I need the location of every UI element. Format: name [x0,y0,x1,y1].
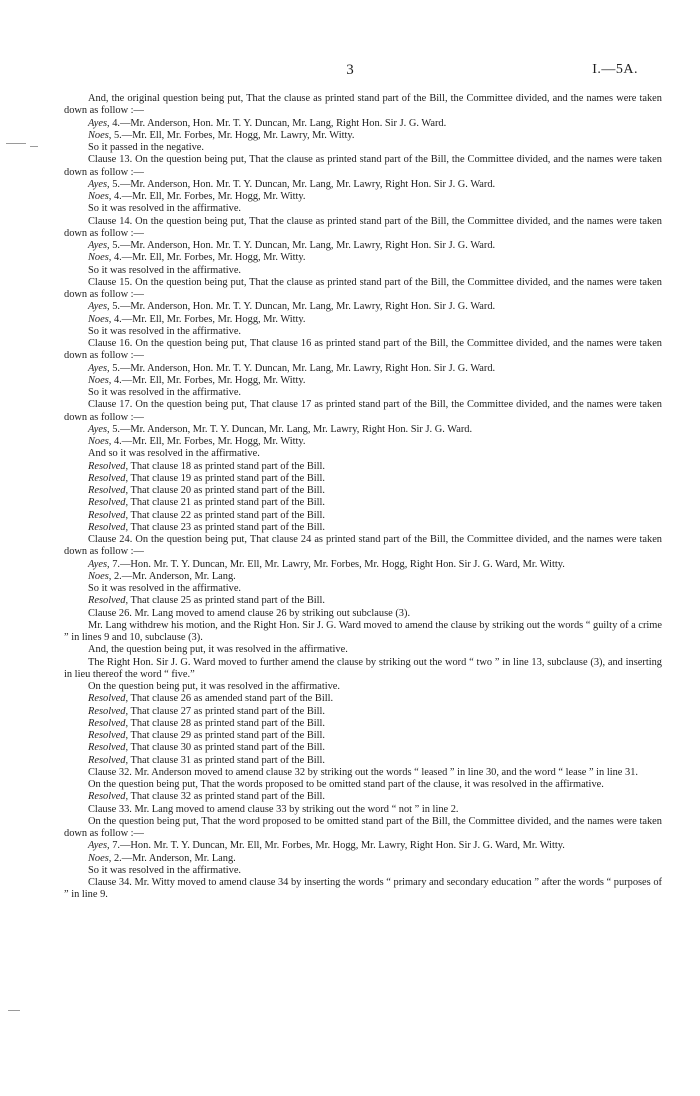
record-line [64,497,662,509]
page-number: 3 [346,62,354,78]
paragraph-text: On the question being put, That the word proposed to be omitted stand part of the Bill, the Committee divided, and the names were taken down as follow :— [64,815,662,839]
paragraph-text: That clause 29 as printed stand part of the Bill. [128,730,326,741]
entry-label: Resolved, [88,742,129,754]
paragraph [64,877,662,902]
entry-label: Noes, [88,570,112,582]
entry-label: Resolved, [88,693,129,705]
paragraph-text: Clause 14. On the question being put, That the clause as printed stand part of the Bill, the Committee divided, and the names were taken down as follow :— [64,215,662,239]
paragraph-text: And so it was resolved in the affirmative. [88,448,260,460]
margin-mark [8,1010,20,1011]
paragraph-text: That clause 20 as printed stand part of the Bill. [128,485,326,496]
paragraph-text: 7.—Hon. Mr. T. Y. Duncan, Mr. Ell, Mr. Forbes, Mr. Hogg, Mr. Lawry, Right Hon. Sir J. G. Ward, Mr. Witty. [109,840,565,852]
paragraph [64,216,662,241]
paragraph-text: Mr. Lang withdrew his motion, and the Right Hon. Sir J. G. Ward moved to amend the clause by striking out the words “ guilty of a crime ” in lines 9 and 10, subclause (3). [64,619,662,643]
entry-label: Resolved, [88,497,129,509]
record-line [64,130,662,142]
record-line [64,118,662,130]
paragraph [64,142,662,154]
entry-label: Noes, [88,252,112,264]
paragraph-text: 4.—Mr. Anderson, Hon. Mr. T. Y. Duncan, Mr. Lang, Right Hon. Sir J. G. Ward. [109,117,447,129]
document-body [64,93,662,902]
paragraph-text: So it was resolved in the affirmative. [88,264,242,276]
paragraph-text: That clause 25 as printed stand part of the Bill. [128,595,326,607]
paragraph-text: 2.—Mr. Anderson, Mr. Lang. [111,570,236,582]
paragraph [64,326,662,338]
entry-label: Ayes, [88,301,110,313]
paragraph-text: 4.—Mr. Ell, Mr. Forbes, Mr. Hogg, Mr. Witty. [111,252,306,264]
paragraph [64,644,662,656]
paragraph [64,583,662,595]
paragraph [64,816,662,841]
entry-label: Resolved, [88,705,129,717]
record-line [64,301,662,313]
paragraph-text: 4.—Mr. Ell, Mr. Forbes, Mr. Hogg, Mr. Witty. [111,436,306,447]
paragraph-text: 2.—Mr. Anderson, Mr. Lang. [111,852,236,864]
record-line [64,742,662,754]
entry-label: Resolved, [88,460,129,472]
entry-label: Ayes, [88,423,110,435]
record-line [64,693,662,705]
paragraph-text: 5.—Mr. Anderson, Hon. Mr. T. Y. Duncan, Mr. Lang, Mr. Lawry, Right Hon. Sir J. G. Ward. [109,301,496,313]
paragraph [64,448,662,460]
record-line [64,461,662,473]
paragraph-text: That clause 27 as printed stand part of the Bill. [128,705,326,717]
record-line [64,730,662,742]
paragraph [64,804,662,816]
record-line [64,853,662,865]
paragraph-text: That clause 22 as printed stand part of the Bill. [128,509,326,521]
paragraph [64,277,662,302]
entry-label: Resolved, [88,521,129,533]
paragraph-text: 5.—Mr. Anderson, Mr. T. Y. Duncan, Mr. Lang, Mr. Lawry, Right Hon. Sir J. G. Ward. [109,423,473,435]
paragraph [64,399,662,424]
record-line [64,706,662,718]
record-line [64,510,662,522]
entry-label: Resolved, [88,472,129,484]
record-line [64,240,662,252]
paragraph-text: On the question being put, it was resolved in the affirmative. [88,681,341,692]
paragraph [64,534,662,559]
paragraph [64,865,662,877]
entry-label: Resolved, [88,485,129,496]
entry-label: Resolved, [88,717,129,729]
entry-label: Resolved, [88,509,129,521]
paragraph-text: Clause 34. Mr. Witty moved to amend clause 34 by inserting the words “ primary and secondary education ” after the words “ purposes of ” in line 9. [64,877,662,901]
paragraph-text: That clause 19 as printed stand part of the Bill. [128,472,326,484]
record-line [64,436,662,448]
paragraph-text: So it was resolved in the affirmative. [88,583,242,594]
record-line [64,424,662,436]
paragraph-text: That clause 26 as amended stand part of the Bill. [128,693,334,705]
paragraph-text: So it was resolved in the affirmative. [88,387,242,398]
paragraph-text: That clause 21 as printed stand part of the Bill. [128,497,326,509]
paragraph-text: So it was resolved in the affirmative. [88,864,242,876]
paragraph-text: That clause 31 as printed stand part of the Bill. [128,754,326,766]
entry-label: Noes, [88,313,112,325]
paragraph-text: The Right Hon. Sir J. G. Ward moved to further amend the clause by striking out the word “ two ” in line 13, subclause (3), and inserting in lieu thereof the word “ five.” [64,656,662,680]
entry-label: Noes, [88,191,112,202]
entry-label: Resolved, [88,754,129,766]
paragraph [64,265,662,277]
paragraph-text: That clause 30 as printed stand part of the Bill. [128,742,326,754]
paragraph-text: And, the question being put, it was resolved in the affirmative. [88,644,348,656]
paragraph-text: And, the original question being put, That the clause as printed stand part of the Bill, the Committee divided, and the names were taken down as follow :— [64,93,662,117]
paragraph [64,767,662,779]
entry-label: Ayes, [88,178,110,190]
paragraph [64,387,662,399]
paragraph-text: Clause 32. Mr. Anderson moved to amend clause 32 by striking out the words “ leased ” in line 30, and the word “ lease ” in line 31. [88,766,639,778]
paragraph-text: Clause 16. On the question being put, That clause 16 as printed stand part of the Bill, the Committee divided, and the names were taken down as follow :— [64,338,662,362]
paragraph-text: That clause 18 as printed stand part of the Bill. [128,460,326,472]
record-line [64,375,662,387]
margin-mark [30,146,38,147]
paragraph-text: On the question being put, That the words proposed to be omitted stand part of the clause, it was resolved in the affirmative. [88,779,604,790]
entry-label: Noes, [88,436,112,447]
paragraph [64,620,662,645]
record-line [64,485,662,497]
record-line [64,791,662,803]
record-line [64,363,662,375]
paragraph-text: So it was resolved in the affirmative. [88,203,242,215]
entry-label: Noes, [88,129,112,141]
paragraph [64,93,662,118]
entry-label: Resolved, [88,595,129,607]
document-reference: I.—5A. [592,62,638,77]
paragraph-text: Clause 24. On the question being put, That clause 24 as printed stand part of the Bill, the Committee divided, and the names were taken down as follow :— [64,534,662,558]
record-line [64,595,662,607]
paragraph-text: So it was resolved in the affirmative. [88,325,242,337]
paragraph-text: So it passed in the negative. [88,142,205,153]
paragraph-text: 5.—Mr. Anderson, Hon. Mr. T. Y. Duncan, Mr. Lang, Mr. Lawry, Right Hon. Sir J. G. Ward. [109,240,496,251]
paragraph-text: 7.—Hon. Mr. T. Y. Duncan, Mr. Ell, Mr. Lawry, Mr. Forbes, Mr. Hogg, Right Hon. Sir J. G. Ward, Mr. Witty. [109,558,565,570]
paragraph [64,681,662,693]
record-line [64,559,662,571]
record-line [64,473,662,485]
paragraph-text: Clause 13. On the question being put, That the clause as printed stand part of the Bill, the Committee divided, and the names were taken down as follow :— [64,154,662,178]
paragraph-text: Clause 15. On the question being put, That the clause as printed stand part of the Bill, the Committee divided, and the names were taken down as follow :— [64,276,662,300]
paragraph-text: 4.—Mr. Ell, Mr. Forbes, Mr. Hogg, Mr. Witty. [111,374,306,386]
paragraph [64,608,662,620]
entry-label: Noes, [88,374,112,386]
paragraph-text: Clause 26. Mr. Lang moved to amend clause 26 by striking out subclause (3). [88,607,411,619]
entry-label: Ayes, [88,240,110,251]
record-line [64,314,662,326]
record-line [64,179,662,191]
record-line [64,840,662,852]
entry-label: Resolved, [88,730,129,741]
entry-label: Noes, [88,852,112,864]
paragraph [64,338,662,363]
paragraph-text: 5.—Mr. Ell, Mr. Forbes, Mr. Hogg, Mr. Lawry, Mr. Witty. [111,129,355,141]
paragraph-text: 4.—Mr. Ell, Mr. Forbes, Mr. Hogg, Mr. Witty. [111,313,306,325]
margin-mark [6,143,26,144]
paragraph-text: 5.—Mr. Anderson, Hon. Mr. T. Y. Duncan, Mr. Lang, Mr. Lawry, Right Hon. Sir J. G. Ward. [109,362,496,374]
record-line [64,755,662,767]
paragraph [64,154,662,179]
entry-label: Ayes, [88,362,110,374]
paragraph-text: 5.—Mr. Anderson, Hon. Mr. T. Y. Duncan, Mr. Lang, Mr. Lawry, Right Hon. Sir J. G. Ward. [109,178,496,190]
paragraph [64,779,662,791]
paragraph-text: Clause 17. On the question being put, That clause 17 as printed stand part of the Bill, the Committee divided, and the names were taken down as follow :— [64,399,662,423]
record-line [64,718,662,730]
paragraph-text: That clause 28 as printed stand part of the Bill. [128,717,326,729]
paragraph-text: 4.—Mr. Ell, Mr. Forbes, Mr. Hogg, Mr. Witty. [111,191,306,202]
entry-label: Ayes, [88,840,110,852]
paragraph-text: That clause 32 as printed stand part of the Bill. [128,791,326,803]
paragraph-text: That clause 23 as printed stand part of the Bill. [128,521,326,533]
record-line [64,571,662,583]
record-line [64,252,662,264]
paragraph [64,657,662,682]
record-line [64,522,662,534]
entry-label: Ayes, [88,117,110,129]
entry-label: Ayes, [88,558,110,570]
paragraph [64,203,662,215]
entry-label: Resolved, [88,791,129,803]
record-line [64,191,662,203]
paragraph-text: Clause 33. Mr. Lang moved to amend clause 33 by striking out the word “ not ” in line 2. [88,803,459,815]
page-header [0,62,700,82]
